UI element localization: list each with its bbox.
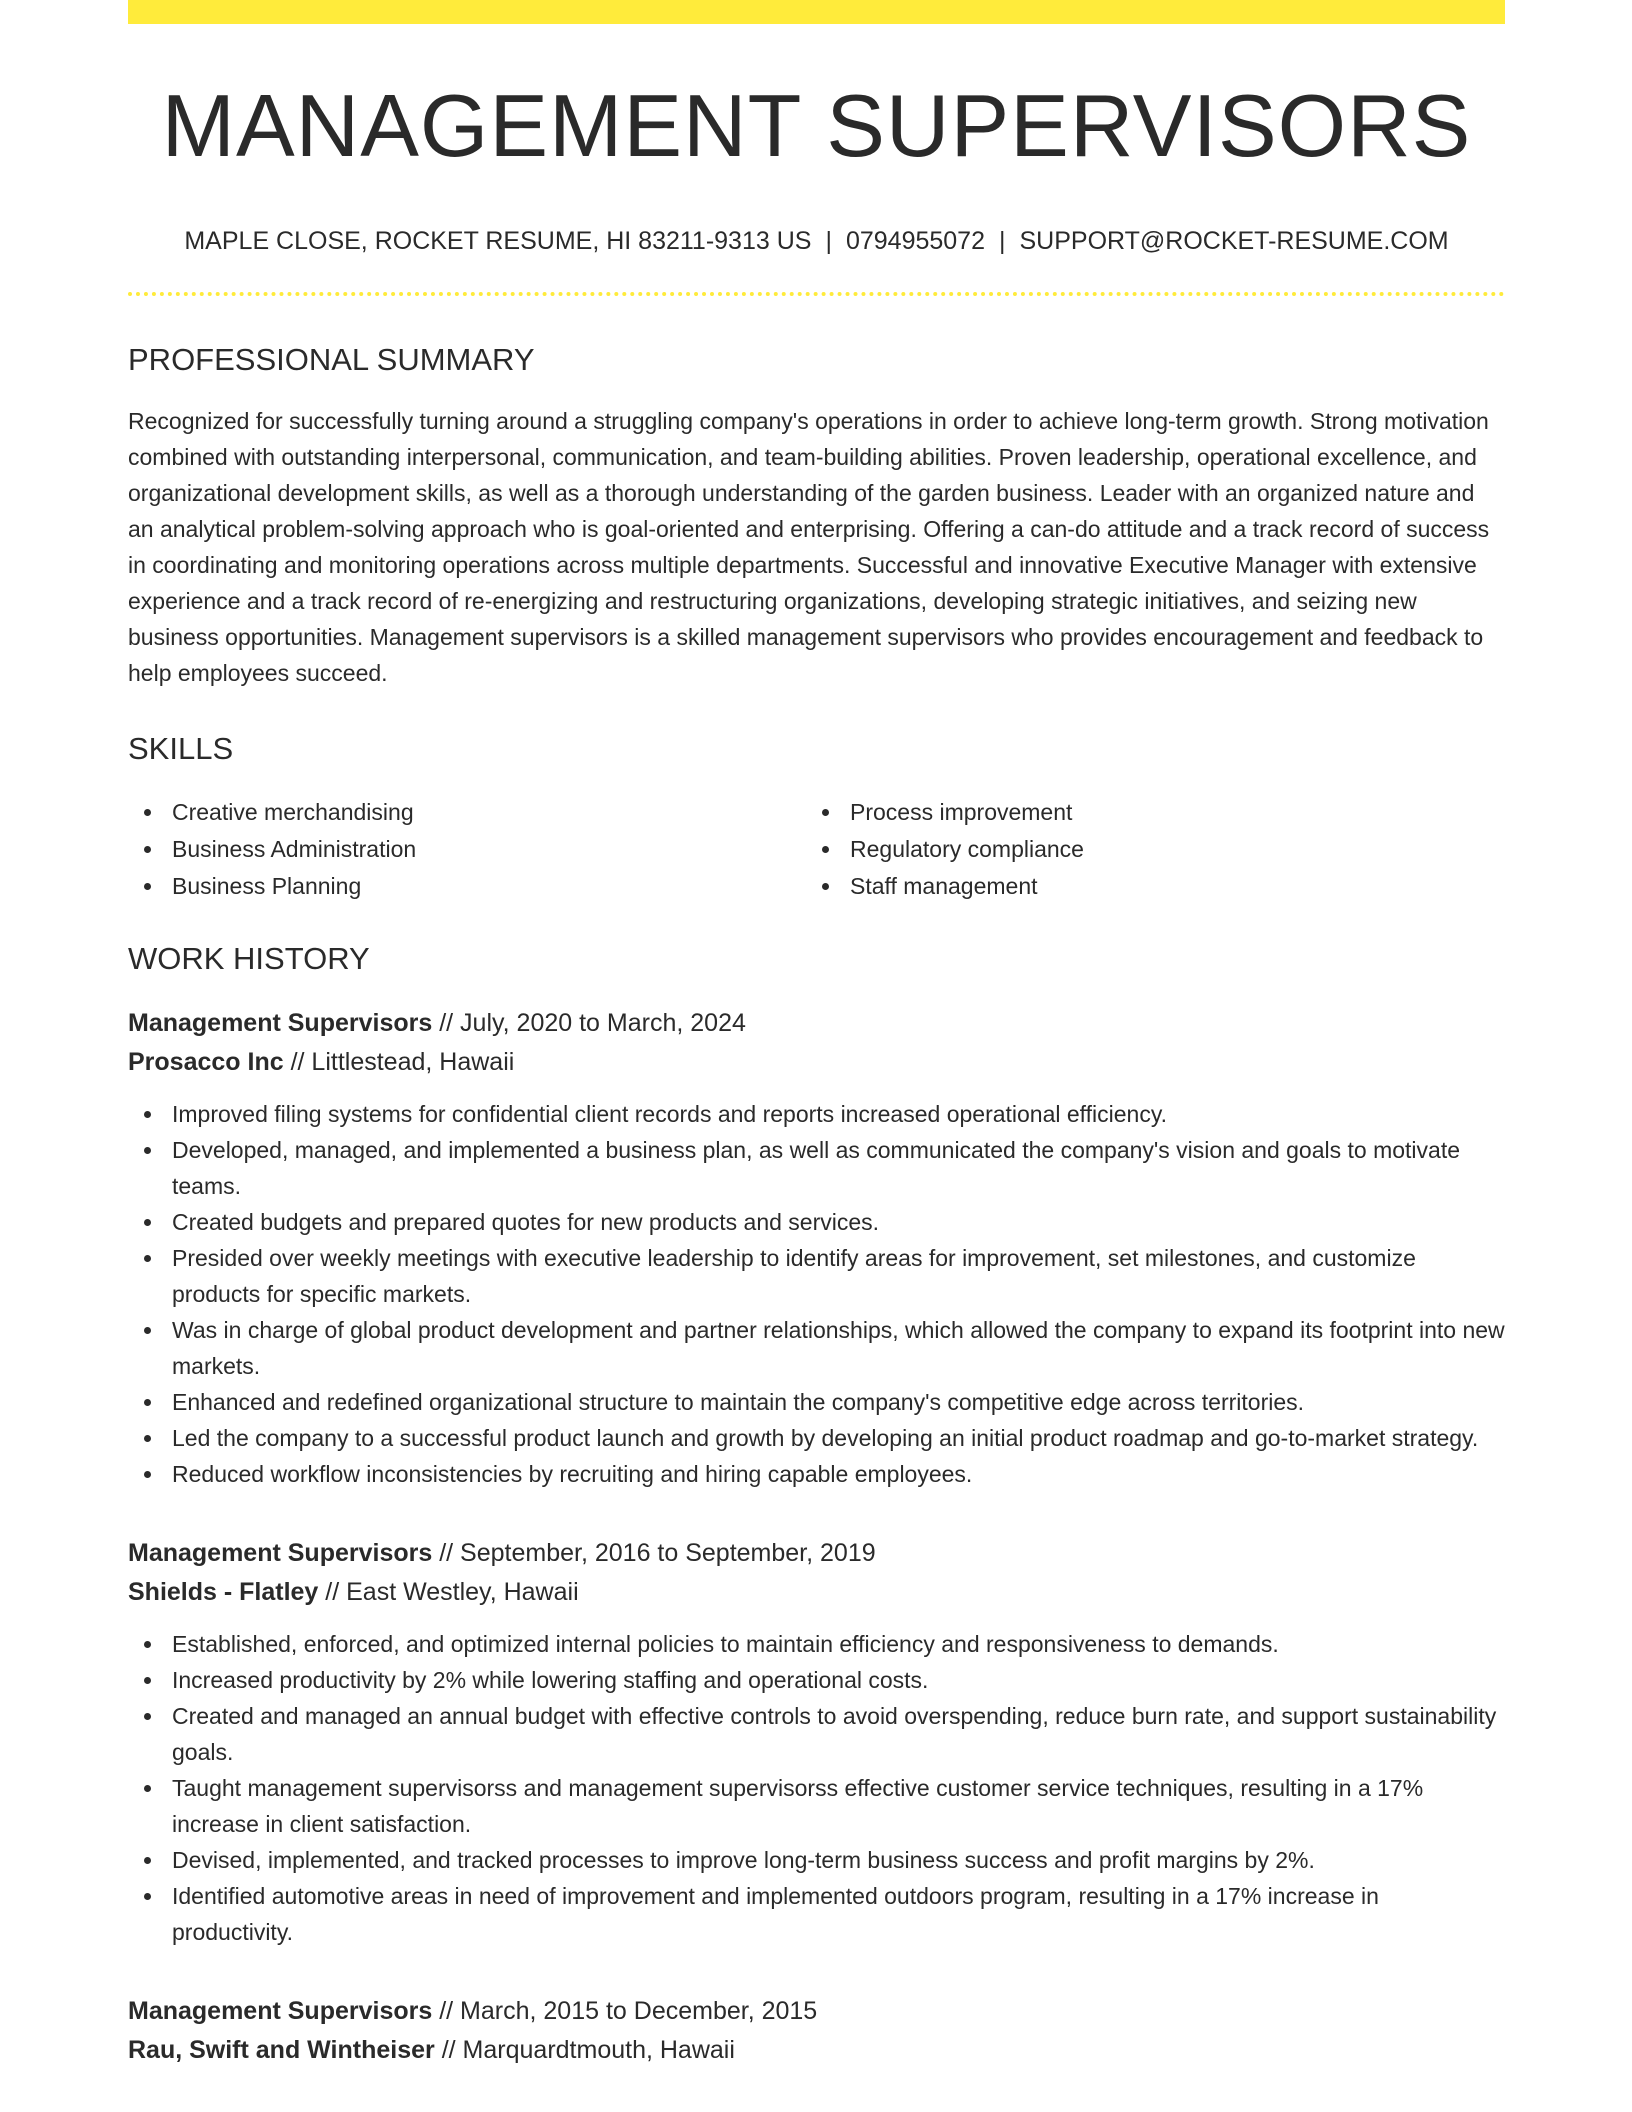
job-bullets bbox=[128, 1626, 1505, 1950]
skills-column-left bbox=[128, 794, 806, 905]
job-company: Prosacco Inc bbox=[128, 1047, 284, 1076]
accent-top-bar bbox=[128, 0, 1505, 24]
job-dates: // March, 2015 to December, 2015 bbox=[439, 1996, 818, 2025]
job-dates: // July, 2020 to March, 2024 bbox=[439, 1008, 746, 1037]
skills-list bbox=[128, 794, 1505, 905]
job-company-line bbox=[128, 1043, 1505, 1082]
job-bullet: Established, enforced, and optimized internal policies to maintain efficiency and responsiveness to demands. bbox=[128, 1626, 1505, 1662]
skill-item: Staff management bbox=[806, 868, 1484, 905]
contact-separator: | bbox=[825, 226, 832, 255]
contact-line bbox=[128, 226, 1505, 255]
contact-phone: 0794955072 bbox=[845, 226, 985, 255]
job-role-line bbox=[128, 1004, 1505, 1043]
skill-item: Creative merchandising bbox=[128, 794, 806, 831]
job-entry bbox=[128, 1534, 1505, 1950]
contact-email: SUPPORT@ROCKET-RESUME.COM bbox=[1019, 226, 1449, 255]
job-bullet: Presided over weekly meetings with executive leadership to identify areas for improvement, set milestones, and customize products for specific markets. bbox=[128, 1240, 1505, 1312]
job-bullets bbox=[128, 1096, 1505, 1492]
summary-heading: PROFESSIONAL SUMMARY bbox=[128, 341, 535, 377]
job-bullet: Created budgets and prepared quotes for new products and services. bbox=[128, 1204, 1505, 1240]
summary-text: Recognized for successfully turning around a struggling company's operations in order to achieve long-term growth. Strong motivation combined with outstanding interpersonal, communication, and team-building abilities. Proven leadership, operational excellence, and organizational development skills, as well as a thorough understanding of the garden business. Leader with an organized nature and an analytical problem-solving approach who is goal-oriented and enterprising. Offering a can-do attitude and a track record of success in coordinating and monitoring operations across multiple departments. Successful and innovative Executive Manager with extensive experience and a track record of re-energizing and restructuring organizations, developing strategic initiatives, and seizing new business opportunities. Management supervisors is a skilled management supervisors who provides encouragement and feedback to help employees succeed. bbox=[128, 407, 1490, 686]
job-location: // Marquardtmouth, Hawaii bbox=[441, 2035, 735, 2064]
job-company-line bbox=[128, 2031, 1505, 2070]
job-bullet: Was in charge of global product development and partner relationships, which allowed the company to expand its footprint into new markets. bbox=[128, 1312, 1505, 1384]
job-company-line bbox=[128, 1573, 1505, 1612]
job-company: Rau, Swift and Wintheiser bbox=[128, 2035, 435, 2064]
job-location: // East Westley, Hawaii bbox=[325, 1577, 579, 1606]
job-role: Management Supervisors bbox=[128, 1996, 433, 2025]
work-history-heading: WORK HISTORY bbox=[128, 940, 370, 976]
job-bullet: Created and managed an annual budget with effective controls to avoid overspending, reduce burn rate, and support sustainability goals. bbox=[128, 1698, 1505, 1770]
job-bullet: Developed, managed, and implemented a business plan, as well as communicated the company's vision and goals to motivate teams. bbox=[128, 1132, 1505, 1204]
contact-address: MAPLE CLOSE, ROCKET RESUME, HI 83211-9313 US bbox=[184, 226, 812, 255]
job-bullet: Enhanced and redefined organizational structure to maintain the company's competitive edge across territories. bbox=[128, 1384, 1505, 1420]
job-role-line bbox=[128, 1534, 1505, 1573]
skill-item: Regulatory compliance bbox=[806, 831, 1484, 868]
job-company: Shields - Flatley bbox=[128, 1577, 319, 1606]
skill-item: Business Planning bbox=[128, 868, 806, 905]
job-bullet: Led the company to a successful product launch and growth by developing an initial product roadmap and go-to-market strategy. bbox=[128, 1420, 1505, 1456]
job-role: Management Supervisors bbox=[128, 1538, 433, 1567]
job-bullet: Taught management supervisorss and management supervisorss effective customer service techniques, resulting in a 17% increase in client satisfaction. bbox=[128, 1770, 1505, 1842]
job-role: Management Supervisors bbox=[128, 1008, 433, 1037]
job-bullet: Increased productivity by 2% while lowering staffing and operational costs. bbox=[128, 1662, 1505, 1698]
job-role-line bbox=[128, 1992, 1505, 2031]
skill-item: Process improvement bbox=[806, 794, 1484, 831]
job-entry bbox=[128, 1004, 1505, 1492]
contact-separator: | bbox=[999, 226, 1006, 255]
skills-heading: SKILLS bbox=[128, 730, 234, 766]
job-bullet: Reduced workflow inconsistencies by recruiting and hiring capable employees. bbox=[128, 1456, 1505, 1492]
job-bullet: Devised, implemented, and tracked processes to improve long-term business success and profit margins by 2%. bbox=[128, 1842, 1505, 1878]
job-dates: // September, 2016 to September, 2019 bbox=[439, 1538, 876, 1567]
header-divider bbox=[128, 292, 1505, 296]
candidate-name: MANAGEMENT SUPERVISORS bbox=[161, 76, 1472, 175]
job-bullet: Identified automotive areas in need of improvement and implemented outdoors program, resulting in a 17% increase in productivity. bbox=[128, 1878, 1505, 1950]
skills-column-right bbox=[806, 794, 1484, 905]
job-bullet: Improved filing systems for confidential client records and reports increased operational efficiency. bbox=[128, 1096, 1505, 1132]
job-entry bbox=[128, 1992, 1505, 2070]
resume-page bbox=[128, 0, 1505, 2070]
job-location: // Littlestead, Hawaii bbox=[290, 1047, 515, 1076]
skill-item: Business Administration bbox=[128, 831, 806, 868]
